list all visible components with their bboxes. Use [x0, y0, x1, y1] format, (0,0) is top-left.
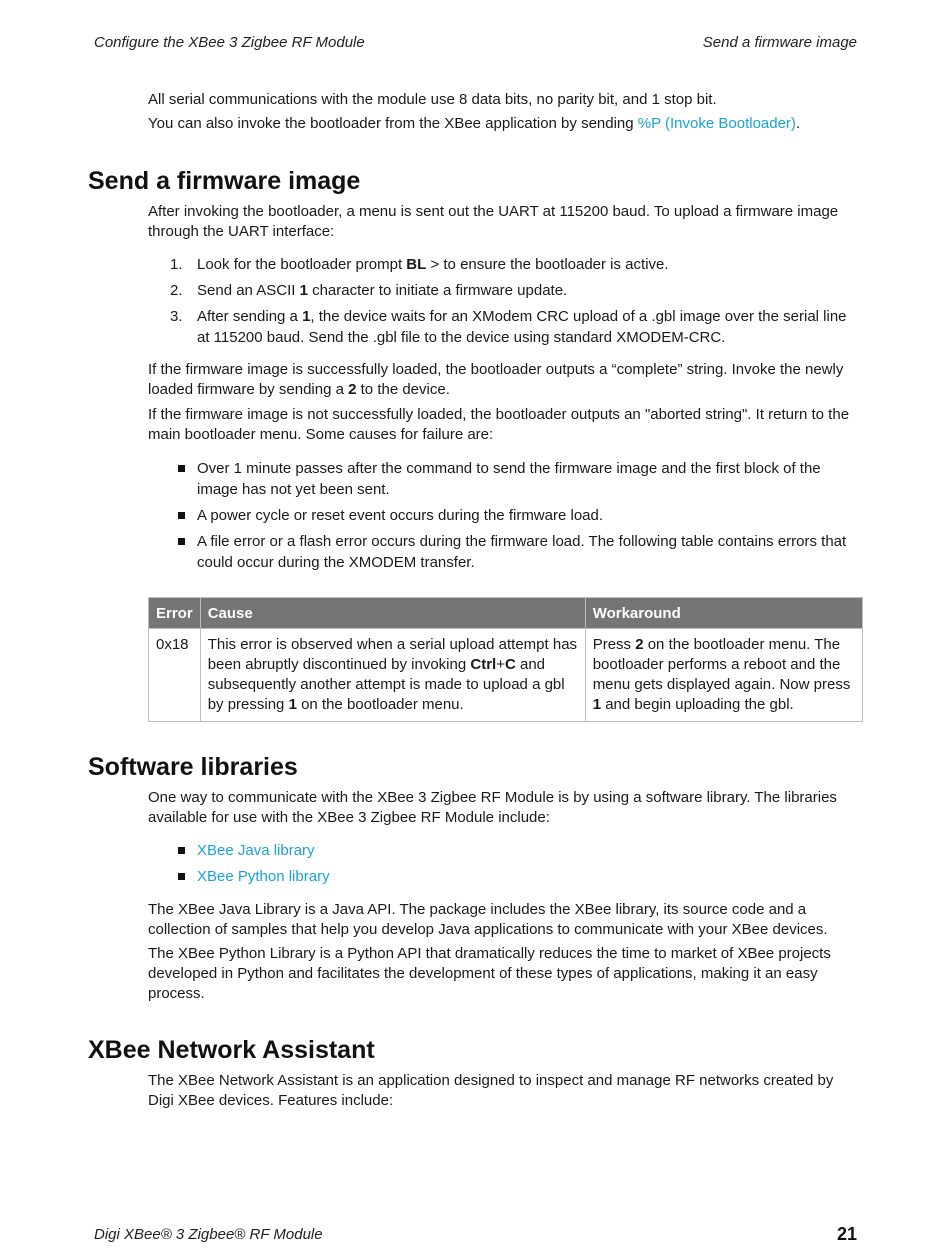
- step-bold: 1: [299, 282, 308, 299]
- send-firmware-intro: After invoking the bootloader, a menu is sent out the UART at 115200 baud. To upload a firmware image through the UART interface:: [148, 203, 839, 240]
- step-text: > to ensure the bootloader is active.: [426, 256, 669, 273]
- send-firmware-heading: Send a firmware image: [88, 167, 361, 195]
- step-text: character to initiate a firmware update.: [307, 282, 568, 299]
- cause-ctrl: Ctrl: [470, 656, 497, 673]
- intro-text-end: .: [795, 115, 801, 132]
- cause-text: A power cycle or reset event occurs during the firmware load.: [197, 507, 604, 524]
- cause-text-end: on the bootloader menu.: [296, 696, 464, 713]
- success-bold: 2: [348, 381, 357, 398]
- invoke-bootloader-link[interactable]: %P (Invoke Bootloader): [637, 115, 796, 132]
- table-row: [149, 629, 863, 722]
- intro-serial-paragraph: All serial communications with the module use 8 data bits, no parity bit, and 1 stop bit.: [148, 91, 717, 108]
- step-number: 2.: [170, 282, 183, 299]
- cause-text: Over 1 minute passes after the command to send the firmware image and the first block of the image has not yet been sent.: [197, 460, 821, 498]
- success-paragraph: [148, 360, 863, 400]
- success-text: If the firmware image is successfully loaded, the bootloader outputs a “complete” string. Invoke the newly loaded firmware by sending a: [148, 361, 844, 398]
- failure-paragraph: If the firmware image is not successfully loaded, the bootloader outputs an "aborted string". It return to the main bootloader menu. Some causes for failure are:: [148, 406, 850, 443]
- bullet-square-icon: [178, 873, 185, 880]
- cause-text: This error is observed when a serial upload attempt has been abruptly discontinued by invoking: [207, 636, 578, 673]
- table-header-row: [149, 598, 863, 629]
- cause-text: A file error or a flash error occurs during the firmware load. The following table contains errors that could occur during the XMODEM transfer.: [197, 533, 847, 571]
- network-assistant-paragraph: The XBee Network Assistant is an application designed to inspect and manage RF networks created by Digi XBee devices. Features include:: [148, 1072, 834, 1109]
- cell-cause: [200, 629, 585, 722]
- network-assistant-heading: XBee Network Assistant: [88, 1036, 375, 1064]
- cell-error: 0x18: [149, 629, 201, 722]
- step-item: [148, 254, 863, 275]
- step-number: 3.: [170, 308, 183, 325]
- work-one: 1: [592, 696, 602, 713]
- intro-text: You can also invoke the bootloader from the XBee application by sending: [148, 115, 638, 132]
- bullet-square-icon: [178, 465, 185, 472]
- step-item: [148, 306, 863, 348]
- xbee-python-library-link[interactable]: XBee Python library: [197, 868, 330, 885]
- step-bold: 1: [302, 308, 311, 325]
- step-text: After sending a: [197, 308, 303, 325]
- step-bold: BL: [406, 256, 427, 273]
- page-number: 21: [836, 1224, 857, 1244]
- step-item: [148, 280, 863, 301]
- running-header-right: Send a firmware image: [702, 34, 857, 51]
- bullet-square-icon: [178, 847, 185, 854]
- step-text: , the device waits for an XModem CRC upload of a .gbl image over the serial line at 115200 baud. Send the .gbl file to the device using standard XMODEM-CRC.: [197, 308, 847, 346]
- library-item: [148, 840, 863, 861]
- work-two: 2: [635, 636, 644, 653]
- running-footer-left: Digi XBee® 3 Zigbee® RF Module: [94, 1226, 323, 1243]
- intro-bootloader-paragraph: [148, 114, 863, 134]
- header-cause: Cause: [200, 598, 585, 629]
- cause-plus: +: [496, 656, 505, 673]
- bullet-square-icon: [178, 512, 185, 519]
- xmodem-error-table: [148, 597, 863, 722]
- running-header-left: Configure the XBee 3 Zigbee RF Module: [94, 34, 365, 51]
- cause-item: [148, 531, 863, 573]
- java-library-paragraph: The XBee Java Library is a Java API. The package includes the XBee library, its source code and a collection of samples that help you develop Java applications to communicate with your XBee devices.: [148, 901, 828, 938]
- cause-text: and subsequently another attempt is made to upload a gbl by pressing: [207, 656, 565, 713]
- step-number: 1.: [170, 256, 183, 273]
- success-text-end: to the device.: [356, 381, 450, 398]
- library-item: [148, 866, 863, 887]
- cause-item: [148, 458, 863, 500]
- software-intro: One way to communicate with the XBee 3 Zigbee RF Module is by using a software library. The libraries available for use with the XBee 3 Zigbee RF Module include:: [148, 789, 837, 826]
- work-text: Press: [592, 636, 636, 653]
- xbee-java-library-link[interactable]: XBee Java library: [197, 842, 315, 859]
- step-text: Look for the bootloader prompt: [197, 256, 407, 273]
- work-text-end: and begin uploading the gbl.: [601, 696, 794, 713]
- bullet-square-icon: [178, 538, 185, 545]
- step-text: Send an ASCII: [197, 282, 300, 299]
- header-workaround: Workaround: [585, 598, 862, 629]
- cause-c: C: [504, 656, 516, 673]
- cell-workaround: [585, 629, 862, 722]
- work-text: on the bootloader menu. The bootloader performs a reboot and the menu gets displayed again. Now press: [592, 636, 851, 693]
- cause-item: [148, 505, 863, 526]
- cause-one: 1: [288, 696, 297, 713]
- python-library-paragraph: The XBee Python Library is a Python API that dramatically reduces the time to market of XBee projects developed in Python and facilitates the development of these types of applications, making it an easy process.: [148, 945, 831, 1002]
- header-error: Error: [149, 598, 201, 629]
- software-libraries-heading: Software libraries: [88, 753, 298, 781]
